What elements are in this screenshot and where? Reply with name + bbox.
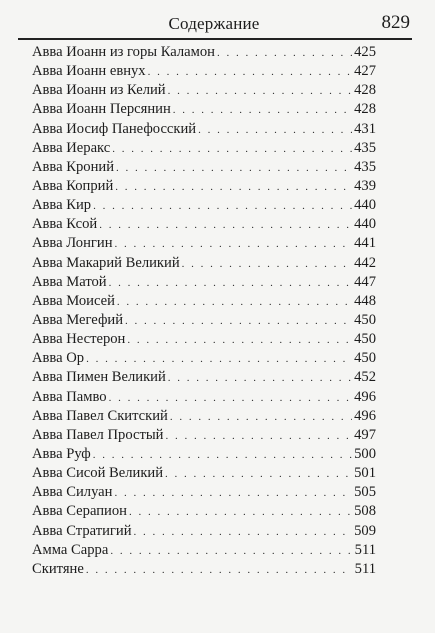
toc-entry <box>32 389 376 408</box>
section-title: Содержание <box>168 14 260 33</box>
toc-entry <box>32 63 376 82</box>
toc-entry-title: Авва Иосиф Панефосский <box>32 120 197 137</box>
toc-entry-title: Авва Матой <box>32 273 107 290</box>
toc-leader-dots <box>182 258 352 270</box>
toc-leader-dots <box>198 124 352 136</box>
toc-entry-title: Авва Моисей <box>32 292 115 309</box>
toc-entry-title: Авва Иоанн из Келий <box>32 82 166 99</box>
table-of-contents <box>32 44 376 580</box>
toc-entry-title: Авва Павел Простый <box>32 426 164 443</box>
toc-leader-dots <box>114 487 352 499</box>
toc-entry-page: 435 <box>354 139 376 156</box>
toc-entry-page: 440 <box>354 197 376 214</box>
toc-entry <box>32 446 376 465</box>
toc-entry <box>32 274 376 293</box>
toc-entry-page: 450 <box>354 350 376 367</box>
toc-entry-title: Авва Иоанн Персянин <box>32 101 171 118</box>
toc-leader-dots <box>217 47 352 59</box>
toc-entry-page: 497 <box>354 426 376 443</box>
toc-entry-page: 505 <box>354 484 376 501</box>
toc-entry <box>32 369 376 388</box>
toc-entry <box>32 542 376 561</box>
toc-entry-title: Авва Иоанн из горы Каламон <box>32 44 215 60</box>
toc-entry-page: 496 <box>354 388 376 405</box>
running-header <box>18 12 410 38</box>
toc-entry-title: Авва Силуан <box>32 484 113 501</box>
toc-leader-dots <box>93 449 352 461</box>
toc-leader-dots <box>116 162 352 174</box>
toc-entry-page: 447 <box>354 273 376 290</box>
toc-entry-title: Авва Ксой <box>32 216 98 233</box>
toc-entry-title: Авва Нестерон <box>32 331 126 348</box>
toc-leader-dots <box>117 296 352 308</box>
toc-entry <box>32 178 376 197</box>
toc-entry-page: 428 <box>354 82 376 99</box>
toc-entry-title: Авва Коприй <box>32 177 114 194</box>
toc-entry <box>32 235 376 254</box>
toc-entry <box>32 44 376 63</box>
toc-leader-dots <box>86 564 352 576</box>
toc-leader-dots <box>148 66 352 78</box>
toc-entry <box>32 121 376 140</box>
toc-entry <box>32 293 376 312</box>
toc-entry-page: 435 <box>354 158 376 175</box>
toc-entry-page: 509 <box>354 522 376 539</box>
toc-entry-title: Авва Кир <box>32 197 92 214</box>
toc-entry-page: 448 <box>354 292 376 309</box>
toc-entry-page: 508 <box>354 503 376 520</box>
toc-entry <box>32 465 376 484</box>
toc-entry <box>32 561 376 580</box>
toc-entry <box>32 312 376 331</box>
toc-leader-dots <box>115 181 352 193</box>
toc-leader-dots <box>109 392 352 404</box>
toc-entry-title: Авва Стратигий <box>32 522 132 539</box>
toc-leader-dots <box>129 506 352 518</box>
toc-entry-page: 441 <box>354 235 376 252</box>
toc-entry-page: 450 <box>354 331 376 348</box>
toc-leader-dots <box>99 219 352 231</box>
toc-entry <box>32 484 376 503</box>
toc-entry <box>32 255 376 274</box>
toc-leader-dots <box>165 430 352 442</box>
toc-entry-title: Авва Макарий Великий <box>32 254 180 271</box>
toc-entry <box>32 427 376 446</box>
toc-entry <box>32 140 376 159</box>
toc-entry-title: Авва Сисой Великий <box>32 465 164 482</box>
toc-entry <box>32 350 376 369</box>
toc-leader-dots <box>170 411 352 423</box>
toc-leader-dots <box>165 468 352 480</box>
page-number: 829 <box>381 12 410 33</box>
toc-entry-title: Авва Мегефий <box>32 311 124 328</box>
toc-leader-dots <box>125 315 352 327</box>
toc-entry-title: Авва Павел Скитский <box>32 407 168 424</box>
toc-entry-page: 440 <box>354 216 376 233</box>
toc-entry-title: Амма Сарра <box>32 541 109 558</box>
toc-entry-title: Авва Руф <box>32 445 91 462</box>
toc-entry-title: Авва Иеракс <box>32 139 111 156</box>
toc-leader-dots <box>168 372 352 384</box>
toc-leader-dots <box>110 545 352 557</box>
toc-entry-title: Авва Серапион <box>32 503 127 520</box>
toc-entry-page: 501 <box>354 465 376 482</box>
toc-leader-dots <box>86 353 352 365</box>
toc-leader-dots <box>173 104 352 116</box>
toc-entry-page: 511 <box>354 560 376 577</box>
toc-leader-dots <box>127 334 352 346</box>
toc-entry <box>32 216 376 235</box>
toc-entry <box>32 197 376 216</box>
toc-entry <box>32 331 376 350</box>
toc-entry <box>32 503 376 522</box>
toc-entry-page: 452 <box>354 369 376 386</box>
toc-entry-title: Скитяне <box>32 560 84 577</box>
toc-entry <box>32 523 376 542</box>
toc-leader-dots <box>115 238 352 250</box>
toc-entry-page: 450 <box>354 311 376 328</box>
toc-entry <box>32 159 376 178</box>
toc-leader-dots <box>168 85 352 97</box>
toc-entry-title: Авва Кроний <box>32 158 115 175</box>
toc-leader-dots <box>112 143 352 155</box>
toc-entry-page: 431 <box>354 120 376 137</box>
toc-entry-title: Авва Ор <box>32 350 85 367</box>
toc-entry-page: 425 <box>354 44 376 60</box>
toc-entry-page: 496 <box>354 407 376 424</box>
toc-entry <box>32 82 376 101</box>
toc-entry-title: Авва Иоанн евнух <box>32 63 146 80</box>
toc-entry-page: 439 <box>354 177 376 194</box>
toc-entry-title: Авва Лонгин <box>32 235 113 252</box>
toc-leader-dots <box>93 200 352 212</box>
toc-entry-page: 428 <box>354 101 376 118</box>
toc-entry <box>32 101 376 120</box>
toc-entry-page: 500 <box>354 445 376 462</box>
toc-entry-page: 442 <box>354 254 376 271</box>
toc-entry-page: 511 <box>354 541 376 558</box>
toc-leader-dots <box>134 526 352 538</box>
toc-entry <box>32 408 376 427</box>
header-rule <box>18 38 412 40</box>
toc-entry-title: Авва Памво <box>32 388 107 405</box>
toc-entry-page: 427 <box>354 63 376 80</box>
toc-leader-dots <box>109 277 352 289</box>
toc-entry-title: Авва Пимен Великий <box>32 369 166 386</box>
